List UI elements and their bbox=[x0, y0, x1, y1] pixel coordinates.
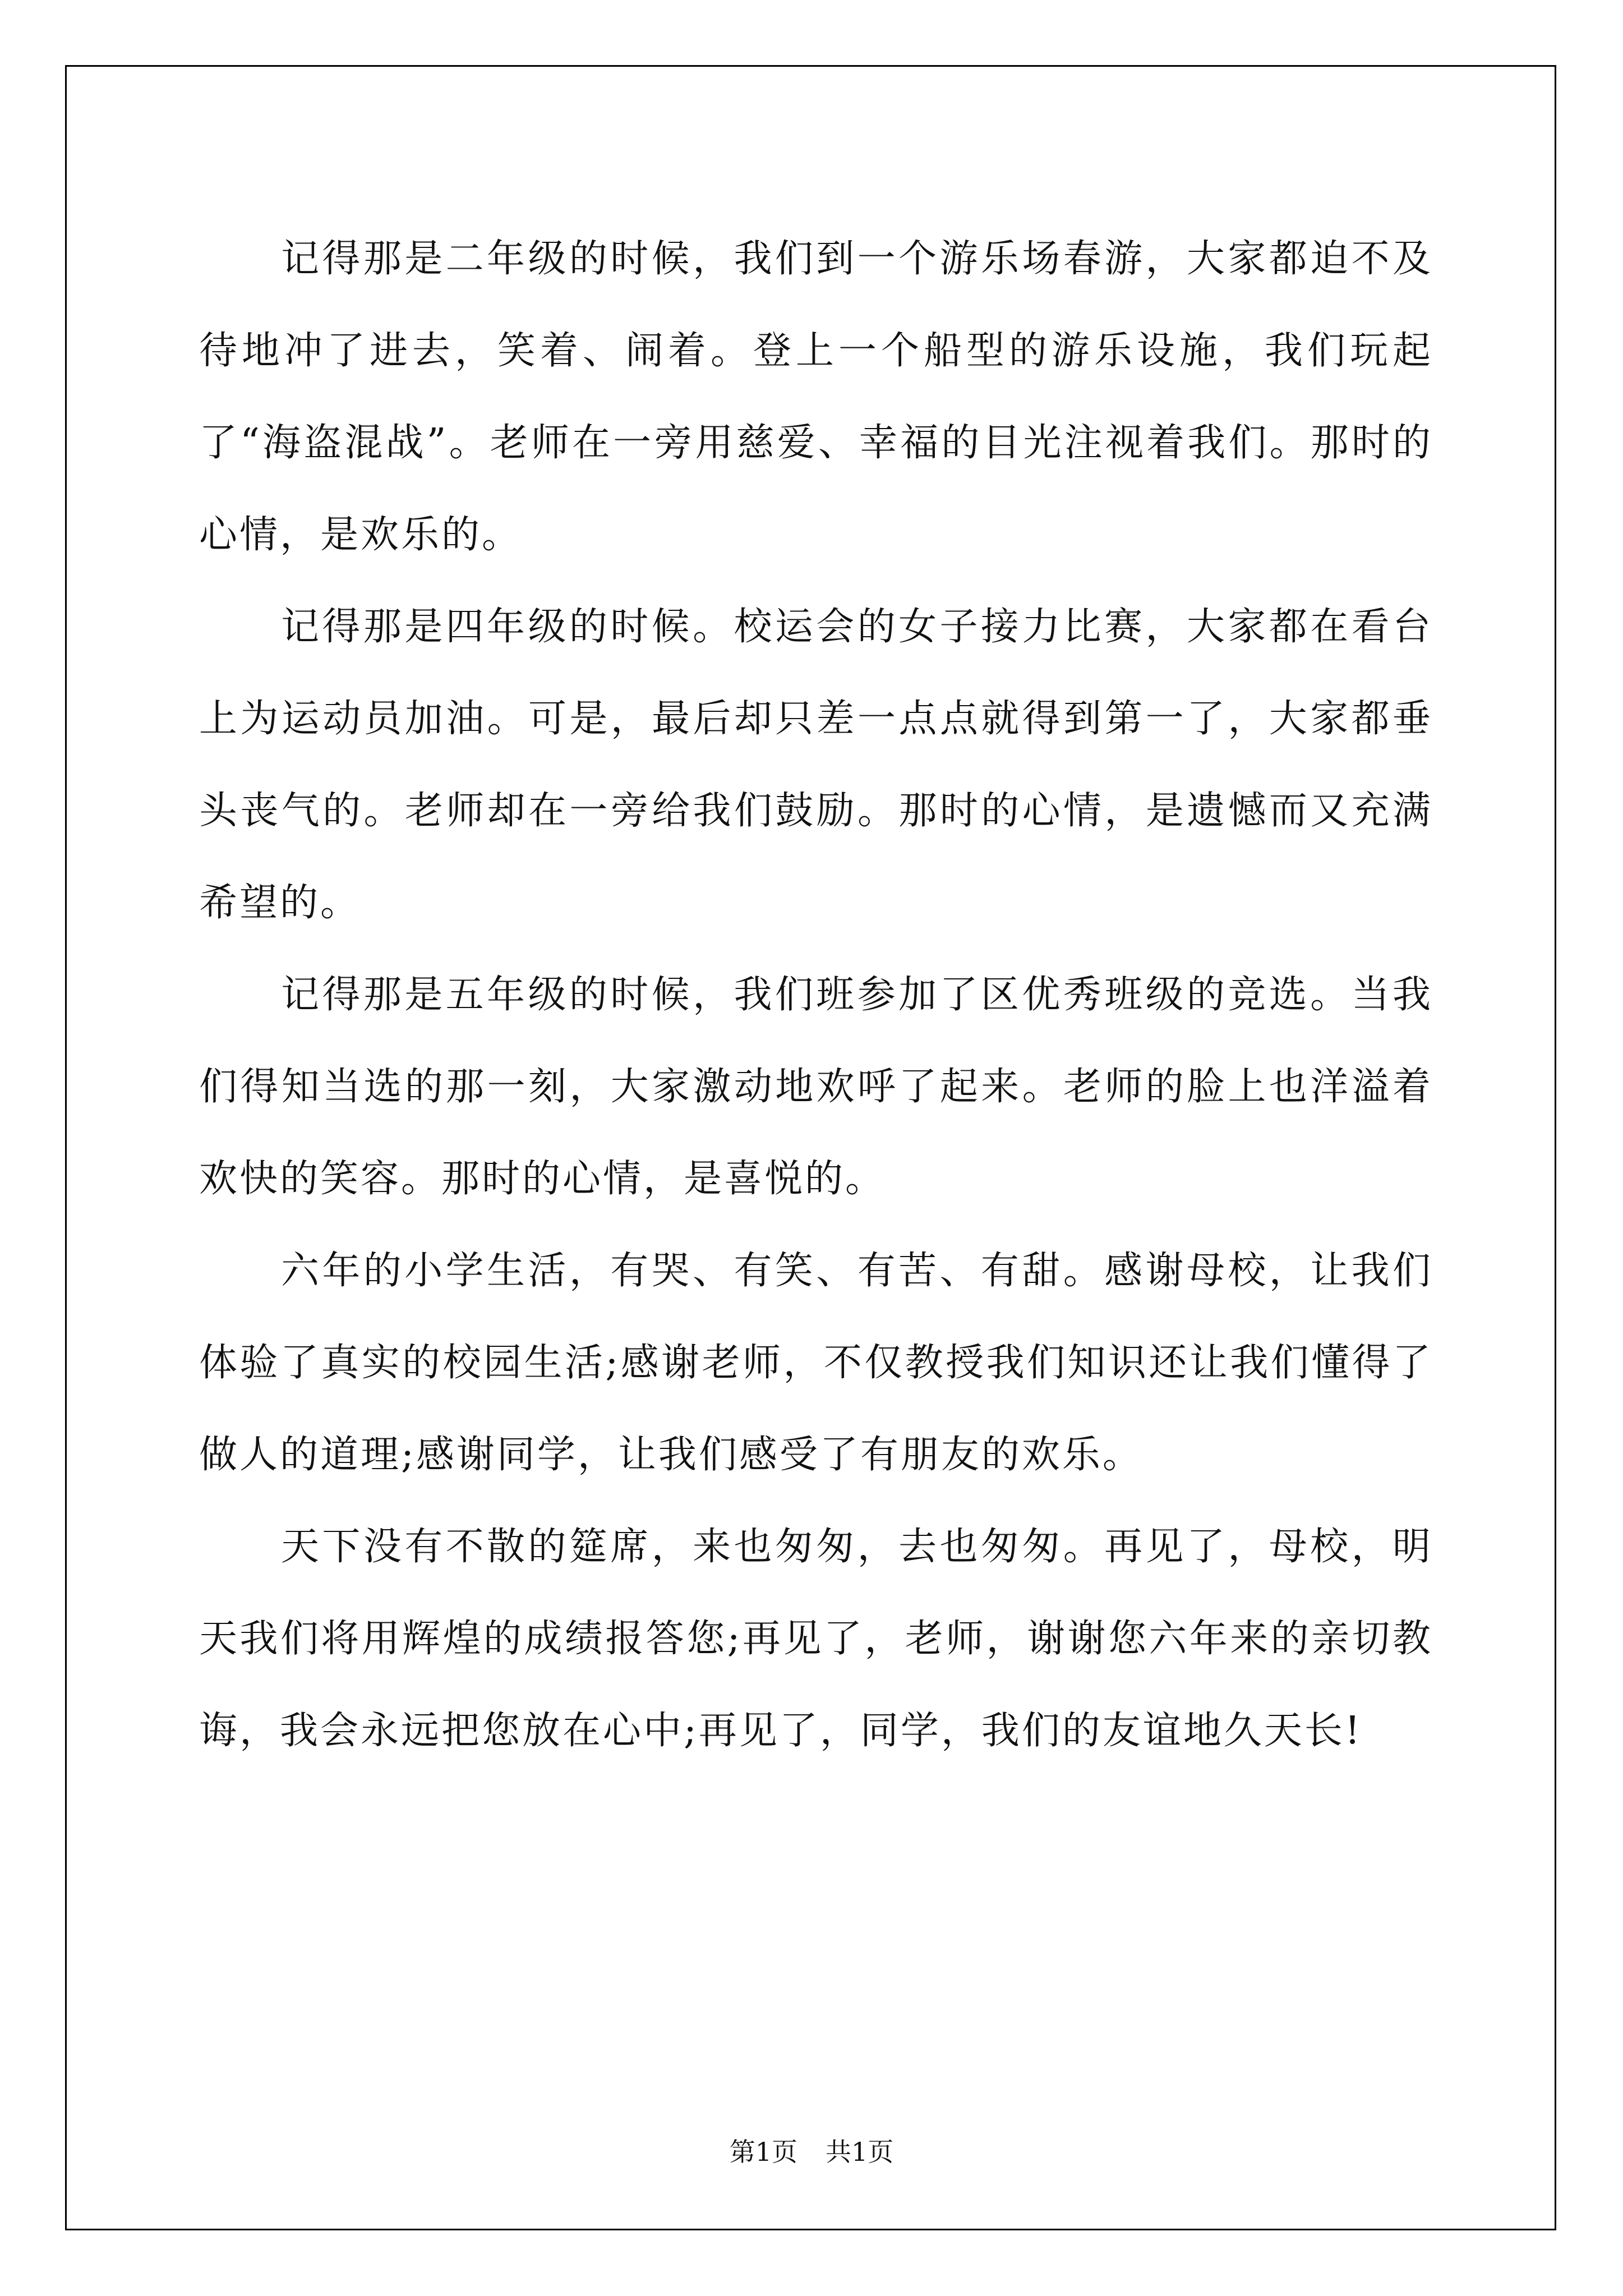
paragraph-4: 六年的小学生活，有哭、有笑、有苦、有甜。感谢母校，让我们体验了真实的校园生活;感谢老师，不仅教授我们知识还让我们懂得了做人的道理;感谢同学，让我们感受了有朋友的欢乐。 bbox=[199, 1249, 1433, 1477]
document-body bbox=[199, 213, 1433, 1777]
paragraph-3: 记得那是五年级的时候，我们班参加了区优秀班级的竞选。当我们得知当选的那一刻，大家激动地欢呼了起来。老师的脸上也洋溢着欢快的笑容。那时的心情，是喜悦的。 bbox=[199, 973, 1433, 1201]
paragraph-5: 天下没有不散的筵席，来也匆匆，去也匆匆。再见了，母校，明天我们将用辉煌的成绩报答您;再见了，老师，谢谢您六年来的亲切教诲，我会永远把您放在心中;再见了，同学，我们的友谊地久天长! bbox=[199, 1525, 1433, 1753]
page-number: 第1页 bbox=[729, 2137, 797, 2167]
page-footer bbox=[0, 2132, 1623, 2169]
paragraph-2: 记得那是四年级的时候。校运会的女子接力比赛，大家都在看台上为运动员加油。可是，最后却只差一点点就得到第一了，大家都垂头丧气的。老师却在一旁给我们鼓励。那时的心情，是遗憾而又充满希望的。 bbox=[199, 605, 1433, 925]
paragraph-1: 记得那是二年级的时候，我们到一个游乐场春游，大家都迫不及待地冲了进去，笑着、闹着。登上一个船型的游乐设施，我们玩起了“海盗混战”。老师在一旁用慈爱、幸福的目光注视着我们。那时的心情，是欢乐的。 bbox=[199, 237, 1433, 557]
page-total: 共1页 bbox=[826, 2137, 894, 2167]
